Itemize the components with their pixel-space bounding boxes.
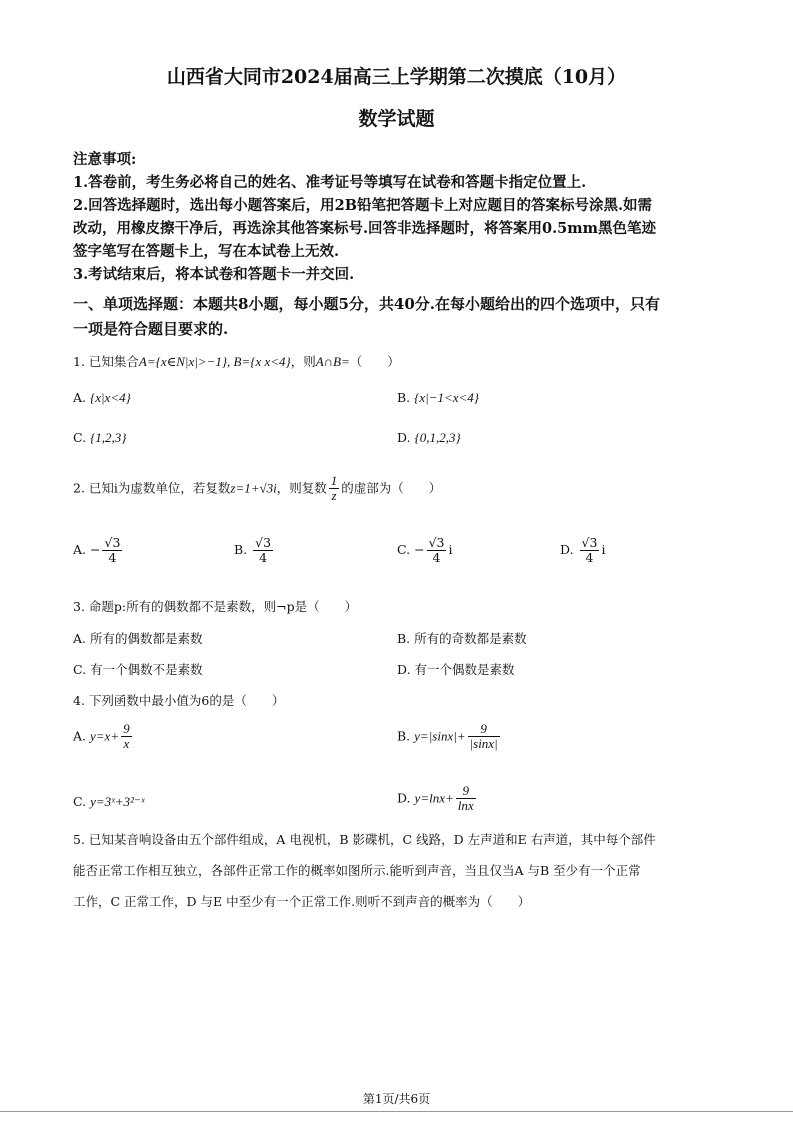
q2-option-a[interactable]: A. − $\frac{√3}{4}$ [73,535,121,565]
question-5 [73,824,723,917]
q3-option-d[interactable]: D. 有一个偶数是素数 [397,662,515,677]
q5-line: 工作，C 正常工作，D 与E 中至少有一个正常工作.则听不到声音的概率为（ ） [73,894,531,909]
q2-expr: z=1+√3i [230,480,277,496]
q4-option-d[interactable]: D. y=lnx+ $\frac{9}{\ln x}$ [397,783,474,814]
q5-line: 5. 已知某音响设备由五个部件组成，A 电视机，B 影碟机，C 线路，D 左声道和E 右声道，其中每个部件 [73,832,656,847]
notes-heading: 注意事项: [73,151,137,168]
notes-line: 签字笔写在答题卡上，写在本试卷上无效. [73,243,340,260]
q2-option-d[interactable]: D. $\frac{√3}{4}$ i [560,535,606,565]
notes-line: 改动，用橡皮擦干净后，再选涂其他答案标号.回答非选择题时，将答案用0.5mm黑色笔迹 [73,220,656,237]
section-heading [73,292,723,342]
notes-line: 1.答卷前，考生务必将自己的姓名、准考证号等填写在试卷和答题卡指定位置上. [73,174,587,191]
exam-subtitle: 数学试题 [358,108,435,130]
q2-option-b[interactable]: B. $\frac{√3}{4}$ [234,535,272,565]
q5-line: 能否正常工作相互独立，各部件正常工作的概率如图所示.能听到声音，当且仅当A 与B 至少有一个正常 [73,863,641,878]
q1-expr2: A∩B= [315,354,350,369]
question-3: 3. 命题p:所有的偶数都不是素数，则¬p是（ ） [73,599,358,614]
q3-option-c[interactable]: C. 有一个偶数不是素数 [73,662,203,677]
q2-option-c[interactable]: C. − $\frac{√3}{4}$ i [397,535,453,565]
notes-block [73,148,723,286]
notes-line: 3.考试结束后，将本试卷和答题卡一并交回. [73,266,355,283]
section-line: 一、单项选择题：本题共8小题，每小题5分，共40分.在每小题给出的四个选项中，只有 [73,295,660,313]
q1-option-d[interactable]: D. {0,1,2,3} [397,430,461,445]
section-line: 一项是符合题目要求的. [73,320,229,338]
q4-option-c[interactable]: C. y=3ˣ+3²⁻ˣ [73,794,145,809]
question-1: 1. 已知集合A={x∈N|x|>−1}, B={x x<4}，则A∩B=（ ） [73,354,400,369]
q1-expr: A={x∈N|x|>−1}, B={x x<4} [138,354,291,369]
question-4: 4. 下列函数中最小值为6的是（ ） [73,693,285,708]
page-number: 第1页/共6页 [362,1092,431,1106]
q1-option-b[interactable]: B. {x|−1<x<4} [397,390,479,405]
q1-option-a[interactable]: A. {x|x<4} [73,390,131,405]
footer-divider [0,1111,793,1112]
q3-option-a[interactable]: A. 所有的偶数都是素数 [73,631,203,646]
q2-fraction: $\frac{1}{z}$ [330,473,338,504]
exam-title: 山西省大同市2024届高三上学期第二次摸底（10月） [166,66,627,88]
q4-option-b[interactable]: B. y=|sinx|+ $\frac{9}{|\sin x|}$ [397,721,498,752]
notes-line: 2.回答选择题时，选出每小题答案后，用2B铅笔把答题卡上对应题目的答案标号涂黑.如需 [73,197,653,214]
q1-option-c[interactable]: C. {1,2,3} [73,430,127,445]
q4-option-a[interactable]: A. y=x+ $\frac{9}{x}$ [73,721,130,752]
question-2: 2. 已知i为虚数单位，若复数z=1+√3i，则复数 $\frac{1}{z}$ 的虚部为（ ） [73,473,442,504]
q3-option-b[interactable]: B. 所有的奇数都是素数 [397,631,527,646]
